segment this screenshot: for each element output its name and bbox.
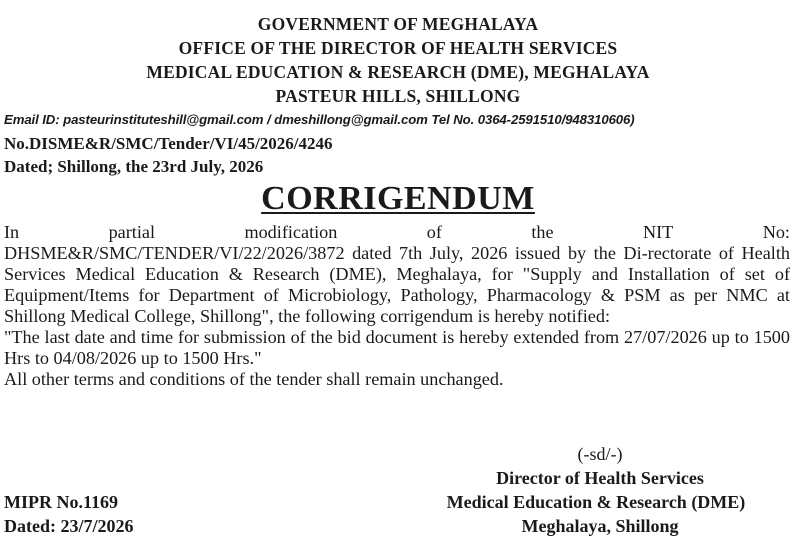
tel-label: Tel No. [431, 112, 475, 127]
email-address-1: pasteurinstituteshill@gmail.com [63, 112, 264, 127]
signature-department: Medical Education & Research (DME) [446, 492, 746, 512]
mipr-number: MIPR No.1169 [4, 492, 118, 512]
email-address-2: dmeshillong@gmail.com [274, 112, 428, 127]
document-title [0, 180, 796, 218]
word: partial [108, 222, 156, 242]
word: No: [762, 222, 790, 242]
body-quote: "The last date and time for submission of the bid document is hereby extended from 27/07/2026 up to 1500 Hrs to 04/08/2026 up to 1500 Hrs." [4, 327, 790, 368]
word: In [4, 222, 20, 242]
word: modification [244, 222, 338, 242]
header-government: GOVERNMENT OF MEGHALAYA [257, 14, 539, 34]
word: NIT [642, 222, 674, 242]
reference-number: No.DISME&R/SMC/Tender/VI/45/2026/4246 [4, 134, 333, 153]
mipr-date: Dated: 23/7/2026 [4, 516, 134, 536]
body-closing: All other terms and conditions of the tender shall remain unchanged. [4, 369, 504, 389]
title-text: CORRIGENDUM [261, 180, 535, 217]
header-address: PASTEUR HILLS, SHILLONG [275, 86, 521, 106]
header-office: OFFICE OF THE DIRECTOR OF HEALTH SERVICES [178, 38, 618, 58]
signature-title: Director of Health Services [496, 468, 704, 488]
body-paragraph [4, 222, 790, 390]
header-department: MEDICAL EDUCATION & RESEARCH (DME), MEGHALAYA [146, 62, 650, 82]
contact-line [4, 111, 796, 129]
word: the [531, 222, 554, 242]
word: of [426, 222, 442, 242]
body-para-rest: DHSME&R/SMC/TENDER/VI/22/2026/3872 dated 7th July, 2026 issued by the Di-rectorate of Health Services Medical Education & Research (DME), Meghalaya, for "Supply and Installation of set of Equipment/Items for Department of Microbiology, Pathology, Pharmacology & PSM as per NMC at Shillong Medical College, Shillong", the following corrigendum is hereby notified: [4, 243, 790, 326]
email-separator: / [266, 112, 271, 127]
signature-mark: (-sd/-) [577, 444, 623, 464]
reference-date: Dated; Shillong, the 23rd July, 2026 [4, 157, 264, 176]
body-first-line [4, 222, 790, 243]
email-label: Email ID: [4, 112, 60, 127]
tel-number: 0364-2591510/948310606) [477, 112, 635, 127]
signature-location: Meghalaya, Shillong [521, 516, 679, 536]
